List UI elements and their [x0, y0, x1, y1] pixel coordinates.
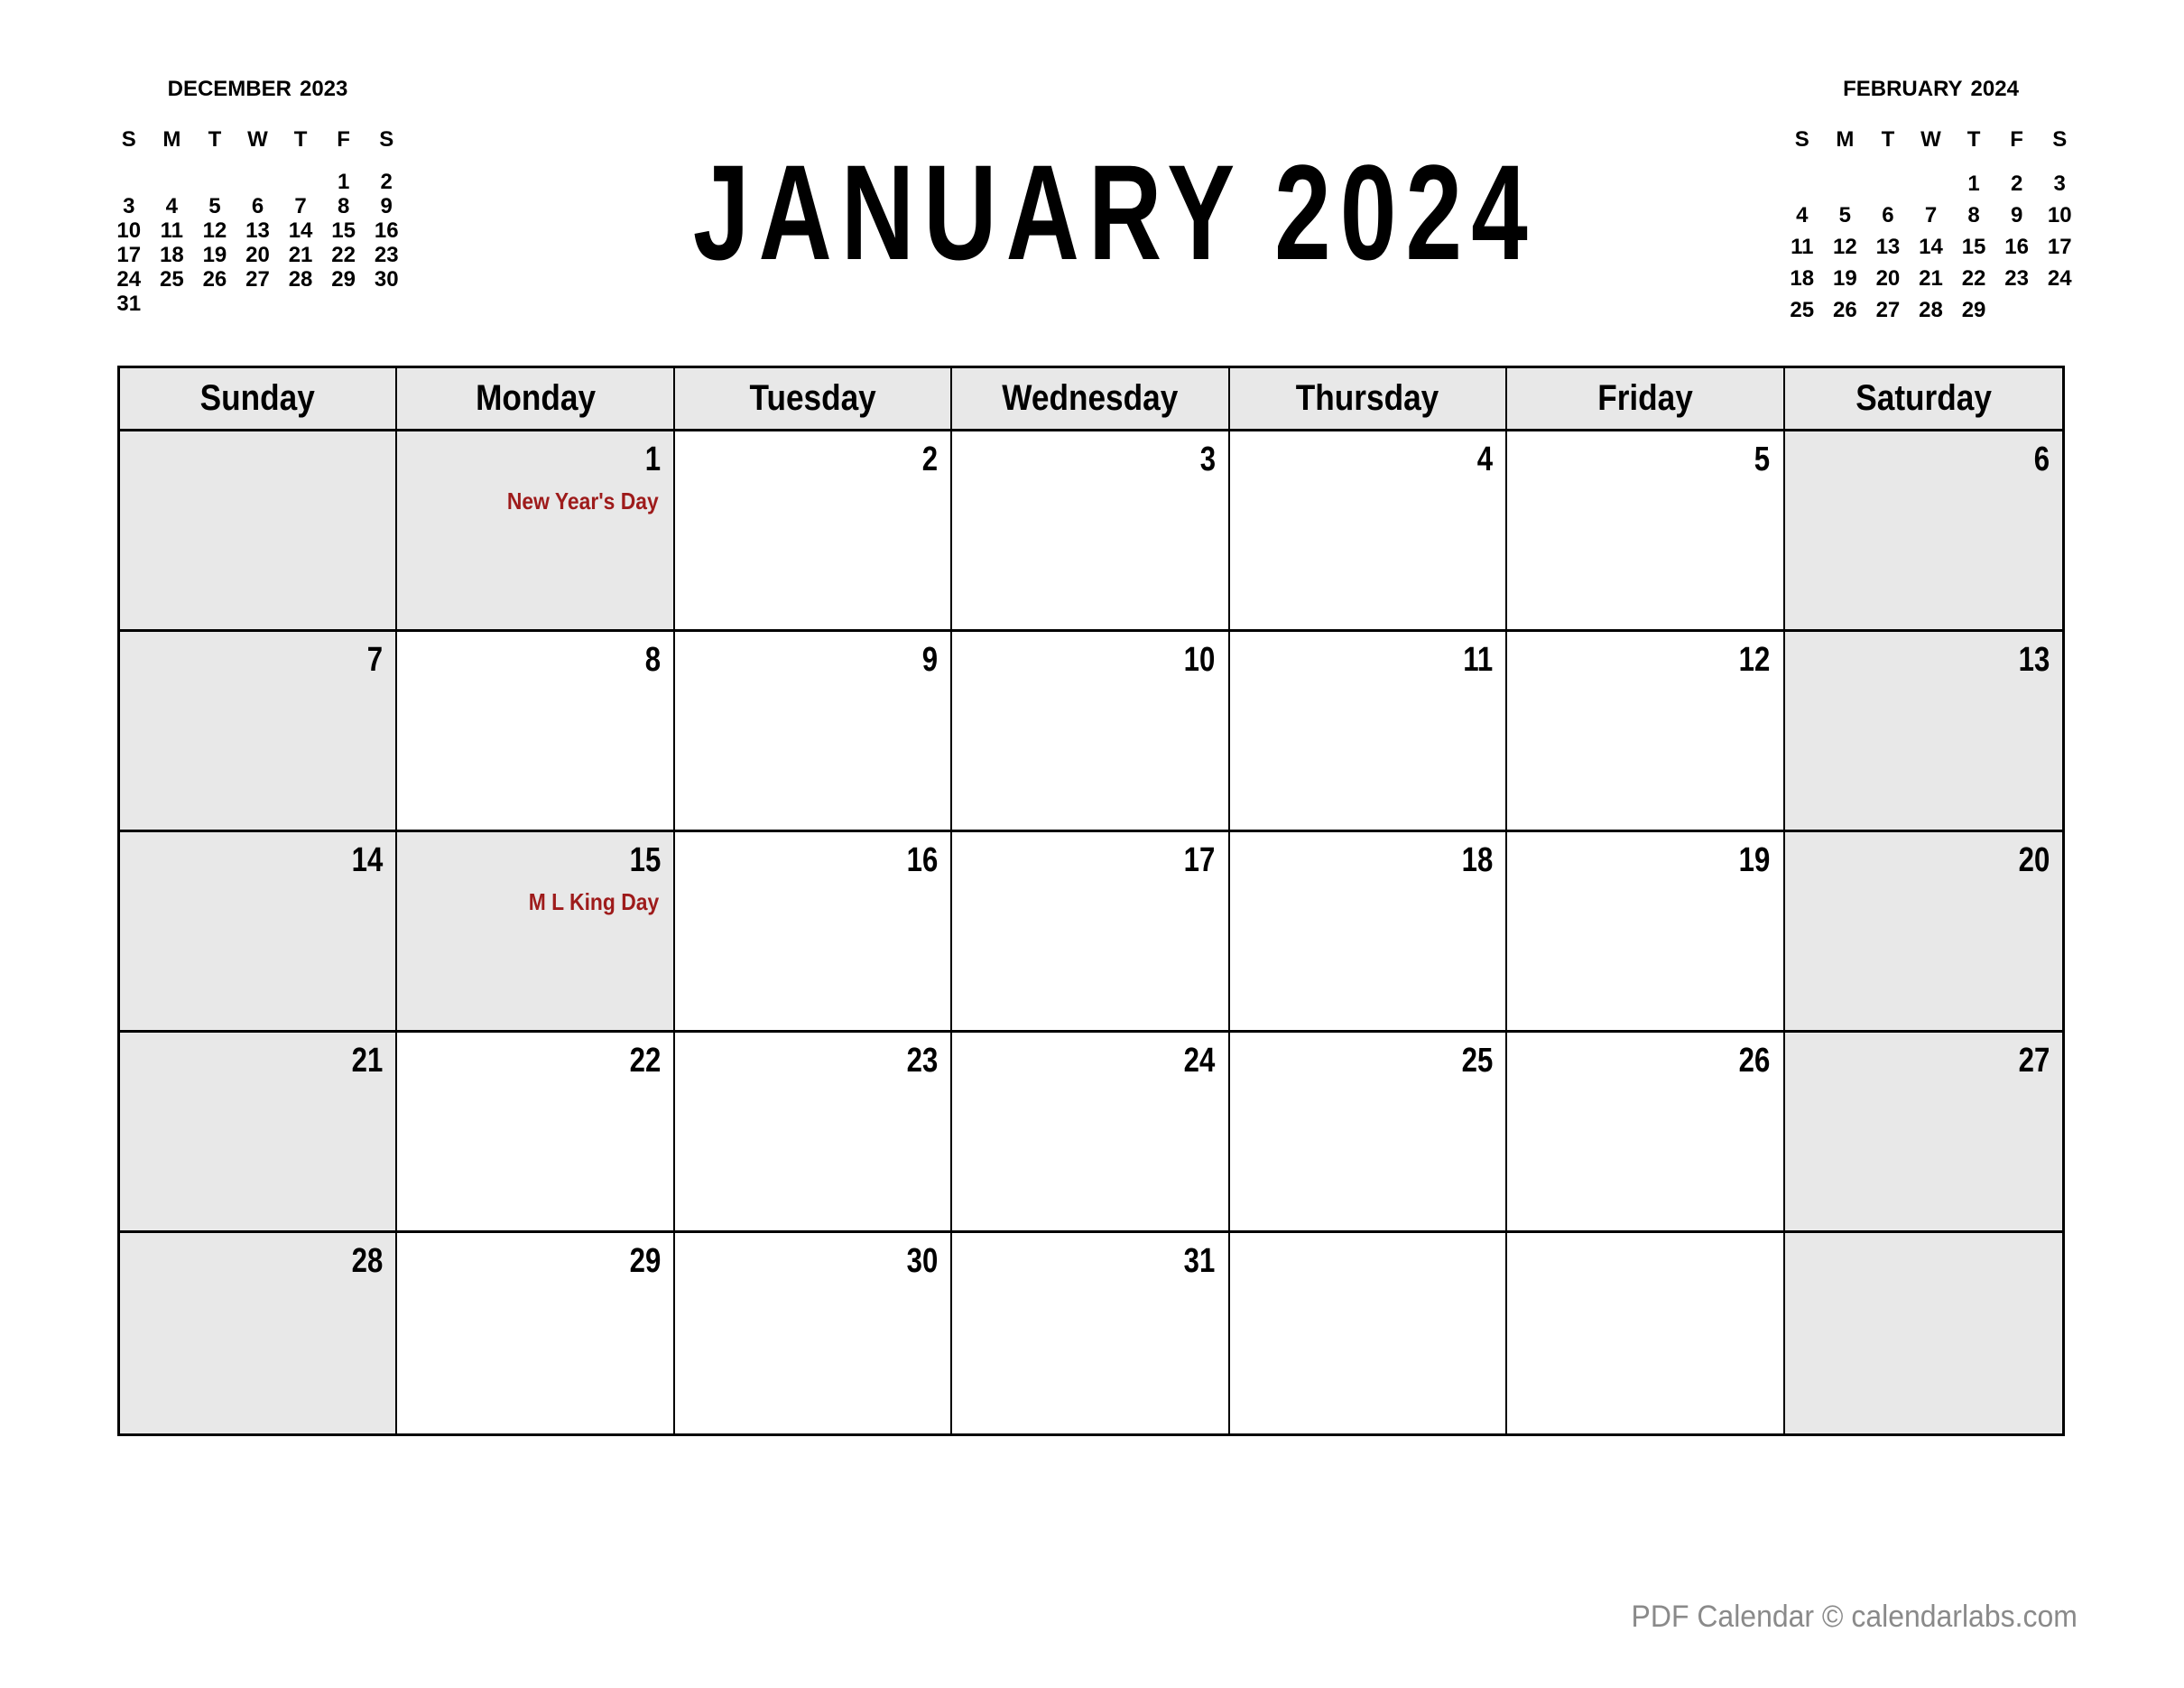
- mini-day: 7: [294, 194, 307, 218]
- holiday-label: New Year's Day: [506, 487, 659, 515]
- mini-day: 22: [331, 243, 356, 267]
- day-cell: [1230, 431, 1507, 632]
- mini-weekday: S: [2052, 127, 2068, 152]
- weekday-label: Wednesday: [1002, 378, 1179, 418]
- day-number: 30: [906, 1242, 939, 1280]
- mini-day: 27: [1875, 298, 1901, 322]
- day-cell: [675, 1033, 952, 1233]
- day-number: 16: [906, 841, 939, 879]
- mini-weekday-row: [107, 128, 408, 152]
- page-title-text: [692, 136, 1537, 288]
- day-number: 11: [1463, 641, 1494, 679]
- day-number: 4: [1476, 441, 1494, 478]
- day-number: 6: [2033, 441, 2050, 478]
- mini-day: [322, 292, 366, 316]
- day-cell: [675, 632, 952, 832]
- day-cell: [397, 832, 674, 1033]
- mini-calendar-february-2024: [1781, 78, 2081, 326]
- day-cell: [120, 1033, 397, 1233]
- day-number: 3: [1199, 441, 1216, 478]
- day-cell: [952, 1233, 1229, 1433]
- mini-day: 8: [337, 194, 350, 218]
- day-cell: [1507, 1233, 1784, 1433]
- mini-day: 13: [1875, 235, 1901, 259]
- mini-day: 3: [2053, 172, 2066, 196]
- mini-day: [107, 170, 151, 194]
- mini-day: [193, 170, 236, 194]
- day-cell: [120, 632, 397, 832]
- mini-title-month: DECEMBER: [167, 77, 292, 101]
- day-cell: [1507, 632, 1784, 832]
- mini-day: [1866, 168, 1910, 199]
- day-number: 12: [1738, 641, 1771, 679]
- mini-weekday: T: [208, 127, 222, 152]
- mini-day: 23: [2004, 266, 2029, 291]
- mini-day: 25: [1790, 298, 1815, 322]
- weekday-label: Saturday: [1855, 378, 1992, 418]
- mini-day: 14: [1919, 235, 1943, 259]
- footer-credit: [1603, 1600, 2078, 1635]
- mini-day: 17: [116, 243, 142, 267]
- mini-day: [279, 292, 322, 316]
- mini-day: 4: [1796, 203, 1809, 227]
- weekday-label: Tuesday: [749, 378, 876, 418]
- weekday-header-sunday: [120, 368, 397, 431]
- day-number: 1: [644, 441, 661, 478]
- mini-day: 24: [116, 267, 142, 292]
- day-number: 17: [1184, 841, 1216, 879]
- mini-day: 10: [116, 218, 142, 243]
- day-cell: [952, 632, 1229, 832]
- mini-title-month: FEBRUARY: [1843, 77, 1963, 101]
- day-cell: [952, 832, 1229, 1033]
- day-cell: [1785, 632, 2062, 832]
- day-number: 10: [1184, 641, 1216, 679]
- mini-weekday: M: [162, 127, 181, 152]
- day-cell: [1230, 632, 1507, 832]
- day-cell: [952, 431, 1229, 632]
- day-number: 23: [906, 1042, 939, 1080]
- mini-day: 13: [245, 218, 270, 243]
- day-cell: [1785, 1233, 2062, 1433]
- mini-weekday: S: [1794, 127, 1809, 152]
- day-cell: [675, 832, 952, 1033]
- mini-day: [151, 170, 194, 194]
- day-number: 29: [629, 1242, 661, 1280]
- mini-day: 2: [380, 170, 393, 194]
- mini-day-grid: [107, 170, 408, 316]
- mini-day: 1: [337, 170, 350, 194]
- mini-weekday: F: [337, 127, 350, 152]
- day-number: 13: [2018, 641, 2050, 679]
- title-year: 2024: [1273, 136, 1537, 288]
- mini-day: 12: [1833, 235, 1857, 259]
- day-cell: [1230, 832, 1507, 1033]
- mini-weekday: T: [1967, 127, 1981, 152]
- mini-day: 11: [160, 218, 184, 243]
- mini-calendar-title: [1781, 78, 2081, 101]
- mini-weekday: S: [121, 127, 136, 152]
- mini-day: 3: [123, 194, 135, 218]
- mini-day: 20: [1875, 266, 1901, 291]
- day-number: 5: [1754, 441, 1771, 478]
- mini-day: 24: [2047, 266, 2072, 291]
- weekday-header-friday: [1507, 368, 1784, 431]
- mini-weekday-row: [1781, 128, 2081, 152]
- mini-calendar-title: [107, 78, 408, 101]
- day-cell: [952, 1033, 1229, 1233]
- mini-weekday: M: [1836, 127, 1855, 152]
- weekday-header-tuesday: [675, 368, 952, 431]
- day-cell: [397, 431, 674, 632]
- day-cell: [120, 832, 397, 1033]
- mini-day: 27: [245, 267, 270, 292]
- day-cell: [1785, 431, 2062, 632]
- mini-day: 14: [288, 218, 313, 243]
- mini-day: 16: [2004, 235, 2029, 259]
- mini-day: 4: [165, 194, 179, 218]
- mini-day: 1: [1967, 172, 1980, 196]
- day-number: 2: [921, 441, 939, 478]
- day-cell: [1507, 832, 1784, 1033]
- day-number: 20: [2018, 841, 2050, 879]
- mini-day: 22: [1961, 266, 1986, 291]
- mini-day: 18: [160, 243, 184, 267]
- mini-day: [1995, 294, 2039, 326]
- mini-day: 20: [245, 243, 270, 267]
- mini-title-year: 2023: [299, 77, 348, 101]
- day-cell: [1230, 1233, 1507, 1433]
- month-grid: [117, 366, 2065, 1436]
- day-cell: [1507, 431, 1784, 632]
- mini-calendar-december-2023: [107, 78, 408, 316]
- mini-day: 11: [1791, 235, 1814, 259]
- day-number: 8: [644, 641, 661, 679]
- weekday-label: Friday: [1597, 378, 1693, 418]
- weekday-label: Thursday: [1296, 378, 1439, 418]
- day-cell: [397, 632, 674, 832]
- weekday-header-monday: [397, 368, 674, 431]
- mini-day: 2: [2010, 172, 2023, 196]
- mini-day: [365, 292, 408, 316]
- mini-weekday: T: [293, 127, 308, 152]
- day-cell: [1230, 1033, 1507, 1233]
- mini-day: 30: [374, 267, 399, 292]
- mini-weekday: F: [2010, 127, 2023, 152]
- mini-day: 15: [1961, 235, 1986, 259]
- mini-day: 5: [1838, 203, 1852, 227]
- mini-day: [1824, 168, 1867, 199]
- day-number: 9: [921, 641, 939, 679]
- day-cell: [120, 431, 397, 632]
- day-number: 21: [351, 1042, 384, 1080]
- mini-day: 9: [2010, 203, 2023, 227]
- weekday-label: Monday: [475, 378, 596, 418]
- mini-day: 15: [331, 218, 356, 243]
- mini-day: [279, 170, 322, 194]
- weekday-header-saturday: [1785, 368, 2062, 431]
- mini-day-grid: [1781, 168, 2081, 326]
- day-cell: [397, 1033, 674, 1233]
- mini-day: 12: [202, 218, 227, 243]
- title-month: JANUARY: [692, 136, 1244, 288]
- mini-day: 5: [208, 194, 221, 218]
- mini-day: [1910, 168, 1953, 199]
- mini-day: 23: [374, 243, 399, 267]
- mini-day: 29: [331, 267, 356, 292]
- day-number: 26: [1738, 1042, 1771, 1080]
- mini-day: 8: [1967, 203, 1980, 227]
- mini-day: [193, 292, 236, 316]
- mini-day: 19: [1833, 266, 1857, 291]
- mini-day: 21: [288, 243, 313, 267]
- mini-day: 7: [1924, 203, 1938, 227]
- footer-credit-text: PDF Calendar © calendarlabs.com: [1631, 1600, 2078, 1634]
- mini-day: 6: [1882, 203, 1894, 227]
- day-number: 15: [629, 841, 661, 879]
- mini-weekday: T: [1881, 127, 1895, 152]
- mini-title-year: 2024: [1970, 77, 2019, 101]
- day-number: 31: [1184, 1242, 1216, 1280]
- day-cell: [675, 1233, 952, 1433]
- mini-weekday: W: [1920, 127, 1941, 152]
- mini-day: [1781, 168, 1824, 199]
- day-cell: [397, 1233, 674, 1433]
- mini-day: 6: [251, 194, 264, 218]
- mini-day: 25: [160, 267, 184, 292]
- day-number: 14: [351, 841, 384, 879]
- mini-day: 19: [202, 243, 227, 267]
- mini-day: 29: [1961, 298, 1986, 322]
- mini-day: [236, 292, 280, 316]
- day-cell: [1785, 1033, 2062, 1233]
- mini-day: [2038, 294, 2081, 326]
- day-cell: [675, 431, 952, 632]
- weekday-label: Sunday: [200, 378, 316, 418]
- day-cell: [1507, 1033, 1784, 1233]
- mini-day: 28: [1919, 298, 1943, 322]
- day-number: 24: [1184, 1042, 1216, 1080]
- mini-day: [236, 170, 280, 194]
- day-number: 25: [1461, 1042, 1494, 1080]
- mini-day: 16: [374, 218, 399, 243]
- mini-weekday: S: [379, 127, 394, 152]
- day-number: 28: [351, 1242, 384, 1280]
- mini-day: 17: [2047, 235, 2072, 259]
- mini-day: 31: [116, 292, 142, 316]
- mini-day: [151, 292, 194, 316]
- day-cell: [1785, 832, 2062, 1033]
- holiday-label: M L King Day: [528, 888, 659, 915]
- day-number: 19: [1738, 841, 1771, 879]
- mini-day: 21: [1919, 266, 1943, 291]
- mini-day: 26: [202, 267, 227, 292]
- day-number: 27: [2018, 1042, 2050, 1080]
- mini-day: 26: [1833, 298, 1857, 322]
- day-number: 7: [367, 641, 384, 679]
- day-cell: [120, 1233, 397, 1433]
- mini-weekday: W: [247, 127, 268, 152]
- mini-day: 28: [288, 267, 313, 292]
- mini-day: 9: [380, 194, 393, 218]
- mini-day: 10: [2047, 203, 2072, 227]
- mini-day: 18: [1790, 266, 1815, 291]
- weekday-header-wednesday: [952, 368, 1229, 431]
- day-number: 22: [629, 1042, 661, 1080]
- day-number: 18: [1461, 841, 1494, 879]
- weekday-header-thursday: [1230, 368, 1507, 431]
